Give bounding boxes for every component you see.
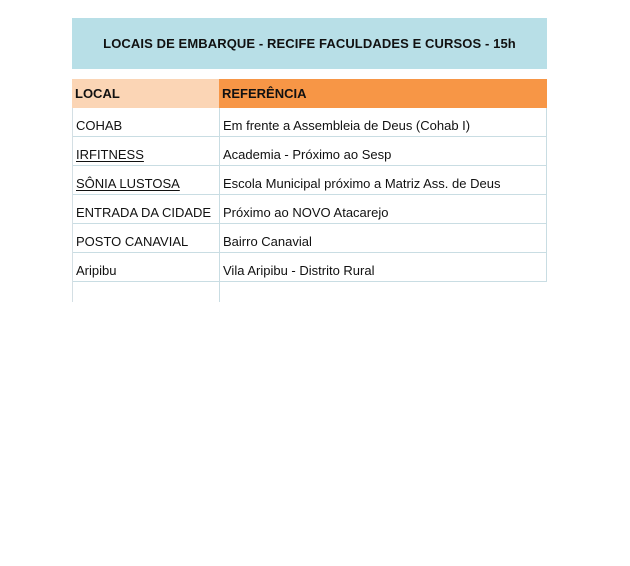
cell-local[interactable] [73,224,220,252]
empty-cell-local[interactable] [73,282,220,302]
cell-referencia[interactable] [220,166,547,194]
table-row [73,224,547,253]
table-row [73,166,547,195]
cell-local-text: Aripibu [76,263,117,278]
cell-referencia-text: Escola Municipal próximo a Matriz Ass. de Deus [223,176,501,191]
table-empty-row [73,282,547,302]
cell-referencia[interactable] [220,137,547,165]
cell-referencia-text: Em frente a Assembleia de Deus (Cohab I) [223,118,471,133]
cell-local-text: SÔNIA LUSTOSA [76,176,180,191]
table-row [73,137,547,166]
table-row [73,108,547,137]
table-row [73,195,547,224]
cell-local-text: ENTRADA DA CIDADE [76,205,212,220]
cell-local[interactable] [73,253,220,281]
cell-local[interactable] [73,137,220,165]
cell-referencia[interactable] [220,224,547,252]
table-header [72,79,547,108]
cell-local-text: POSTO CANAVIAL [76,234,189,249]
header-referencia: REFERÊNCIA [219,79,547,108]
cell-local-text: IRFITNESS [76,147,144,162]
table-row [73,253,547,282]
cell-local-text: COHAB [76,118,123,133]
sheet-title [72,18,547,69]
spreadsheet-area [72,18,547,302]
cell-referencia-text: Bairro Canavial [223,234,312,249]
cell-local[interactable] [73,108,220,136]
sheet-title-text: LOCAIS DE EMBARQUE - RECIFE FACULDADES E CURSOS - 15h [103,36,516,51]
cell-referencia-text: Vila Aripibu - Distrito Rural [223,263,375,278]
cell-referencia-text: Academia - Próximo ao Sesp [223,147,392,162]
cell-referencia[interactable] [220,108,547,136]
cell-local[interactable] [73,166,220,194]
table-body [72,108,547,302]
cell-referencia[interactable] [220,253,547,281]
cell-local[interactable] [73,195,220,223]
header-local: LOCAL [72,79,219,108]
cell-referencia[interactable] [220,195,547,223]
cell-referencia-text: Próximo ao NOVO Atacarejo [223,205,389,220]
